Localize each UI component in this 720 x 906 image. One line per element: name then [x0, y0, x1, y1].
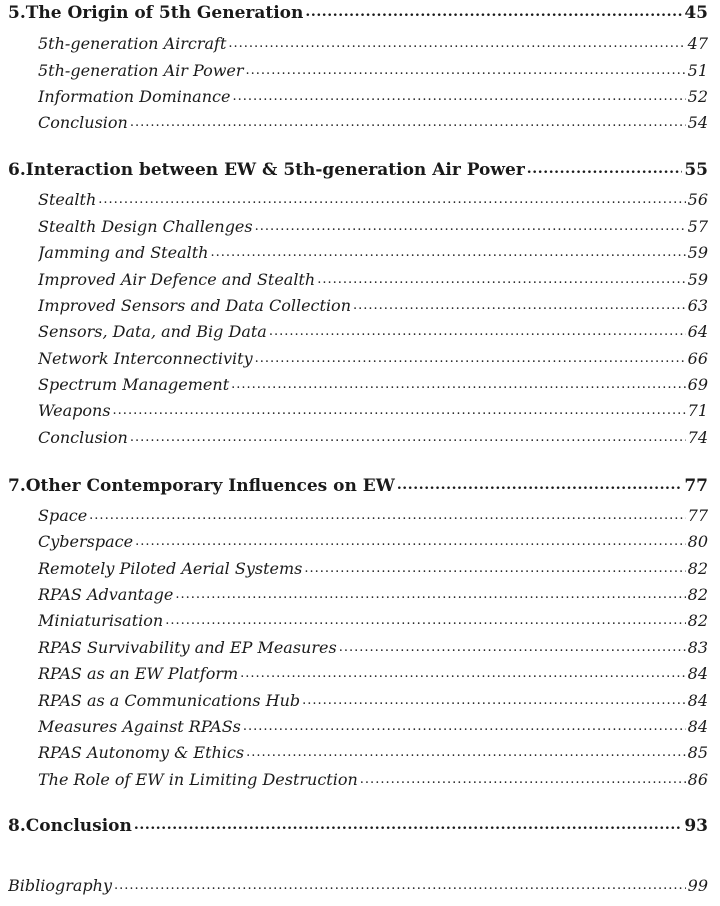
chapter-title: Other Contemporary Influences on EW [25, 476, 395, 496]
page-number: 59 [687, 270, 708, 289]
toc-section[interactable] [38, 217, 708, 236]
page-number: 84 [687, 691, 708, 710]
section-title: Conclusion [38, 113, 128, 132]
dot-leader [210, 243, 685, 260]
dot-leader [255, 349, 686, 366]
chapter-title: Conclusion [25, 816, 132, 836]
page-number: 64 [687, 322, 708, 341]
dot-leader [246, 61, 686, 78]
dot-leader [114, 876, 686, 893]
section-title: Jamming and Stealth [38, 243, 209, 262]
dot-leader [304, 559, 685, 576]
page-number: 45 [684, 3, 708, 23]
section-title: Improved Sensors and Data Collection [38, 296, 351, 315]
dot-leader [228, 34, 685, 51]
toc-section[interactable] [38, 270, 708, 289]
dot-leader [165, 611, 685, 628]
toc-chapter-6[interactable] [8, 160, 708, 180]
page-number: 55 [684, 160, 708, 180]
section-title: RPAS as an EW Platform [38, 664, 239, 683]
page-number: 74 [687, 428, 708, 447]
page-number: 84 [687, 664, 708, 683]
dot-leader [360, 770, 686, 787]
dot-leader [397, 476, 683, 494]
bibliography-title: Bibliography [8, 876, 112, 895]
page-number: 83 [687, 638, 708, 657]
section-title: Information Dominance [38, 87, 231, 106]
toc-section[interactable] [38, 61, 708, 80]
page-number: 71 [687, 401, 708, 420]
toc-section[interactable] [38, 401, 708, 420]
page-number: 80 [687, 532, 708, 551]
dot-leader [135, 532, 686, 549]
page-number: 52 [687, 87, 708, 106]
chapter-title: Interaction between EW & 5th-generation Air Power [25, 160, 525, 180]
toc-section[interactable] [38, 717, 708, 736]
dot-leader [130, 428, 686, 445]
toc-section[interactable] [38, 113, 708, 132]
dot-leader [113, 401, 686, 418]
section-title: Remotely Piloted Aerial Systems [38, 559, 303, 578]
toc-section[interactable] [38, 585, 708, 604]
dot-leader [243, 717, 686, 734]
toc-section[interactable] [38, 611, 708, 630]
toc-section[interactable] [38, 638, 708, 657]
dot-leader [353, 296, 686, 313]
section-title: Space [38, 506, 88, 525]
chapter-number: 8. [8, 816, 26, 836]
toc-chapter-7[interactable] [8, 476, 708, 496]
toc-section[interactable] [38, 243, 708, 262]
section-title: Stealth Design Challenges [38, 217, 253, 236]
page-number: 82 [687, 559, 708, 578]
dot-leader [269, 322, 686, 339]
dot-leader [89, 506, 685, 523]
section-title: Network Interconnectivity [38, 349, 253, 368]
section-title: Sensors, Data, and Big Data [38, 322, 267, 341]
page-number: 57 [687, 217, 708, 236]
toc-bibliography[interactable] [8, 876, 708, 895]
toc-chapter-5[interactable] [8, 3, 708, 23]
toc-section[interactable] [38, 322, 708, 341]
toc-section[interactable] [38, 190, 708, 209]
dot-leader [527, 160, 683, 178]
dot-leader [130, 113, 686, 130]
toc-section[interactable] [38, 743, 708, 762]
section-title: Spectrum Management [38, 375, 230, 394]
chapter-number: 5. [8, 3, 26, 23]
section-title: Improved Air Defence and Stealth [38, 270, 316, 289]
page-number: 51 [687, 61, 708, 80]
dot-leader [232, 87, 685, 104]
page-number: 82 [687, 611, 708, 630]
page-number: 93 [684, 816, 708, 836]
section-title: Cyberspace [38, 532, 134, 551]
section-title: Measures Against RPASs [38, 717, 241, 736]
section-title: Miniaturisation [38, 611, 164, 630]
toc-section[interactable] [38, 296, 708, 315]
dot-leader [98, 190, 685, 207]
dot-leader [175, 585, 685, 602]
page-number: 59 [687, 243, 708, 262]
page-number: 86 [687, 770, 708, 789]
toc-section[interactable] [38, 349, 708, 368]
toc-chapter-8[interactable] [8, 816, 708, 836]
dot-leader [134, 816, 682, 834]
page-number: 56 [687, 190, 708, 209]
toc-section[interactable] [38, 34, 708, 53]
page-number: 77 [687, 506, 708, 525]
toc-section[interactable] [38, 691, 708, 710]
dot-leader [305, 3, 682, 21]
dot-leader [317, 270, 685, 287]
toc-section[interactable] [38, 87, 708, 106]
page-number: 66 [687, 349, 708, 368]
dot-leader [339, 638, 686, 655]
chapter-number: 6. [8, 160, 26, 180]
dot-leader [302, 691, 686, 708]
dot-leader [231, 375, 686, 392]
section-title: The Role of EW in Limiting Destruction [38, 770, 358, 789]
section-title: Weapons [38, 401, 111, 420]
section-title: RPAS as a Communications Hub [38, 691, 301, 710]
section-title: RPAS Advantage [38, 585, 174, 604]
page-number: 82 [687, 585, 708, 604]
toc-section[interactable] [38, 770, 708, 789]
section-title: Stealth [38, 190, 97, 209]
dot-leader [255, 217, 686, 234]
page-number: 63 [687, 296, 708, 315]
page-number: 85 [687, 743, 708, 762]
page-number: 99 [687, 876, 708, 895]
toc-section[interactable] [38, 506, 708, 525]
toc-section[interactable] [38, 664, 708, 683]
dot-leader [240, 664, 685, 681]
section-title: 5th-generation Air Power [38, 61, 244, 80]
section-title: Conclusion [38, 428, 128, 447]
toc-section[interactable] [38, 532, 708, 551]
toc-section[interactable] [38, 375, 708, 394]
page-number: 47 [687, 34, 708, 53]
section-title: RPAS Survivability and EP Measures [38, 638, 337, 657]
toc-section[interactable] [38, 428, 708, 447]
page-number: 69 [687, 375, 708, 394]
page-number: 77 [684, 476, 708, 496]
chapter-title: The Origin of 5th Generation [25, 3, 304, 23]
section-title: 5th-generation Aircraft [38, 34, 227, 53]
dot-leader [246, 743, 686, 760]
section-title: RPAS Autonomy & Ethics [38, 743, 245, 762]
page-number: 84 [687, 717, 708, 736]
chapter-number: 7. [8, 476, 26, 496]
toc-section[interactable] [38, 559, 708, 578]
page-number: 54 [687, 113, 708, 132]
